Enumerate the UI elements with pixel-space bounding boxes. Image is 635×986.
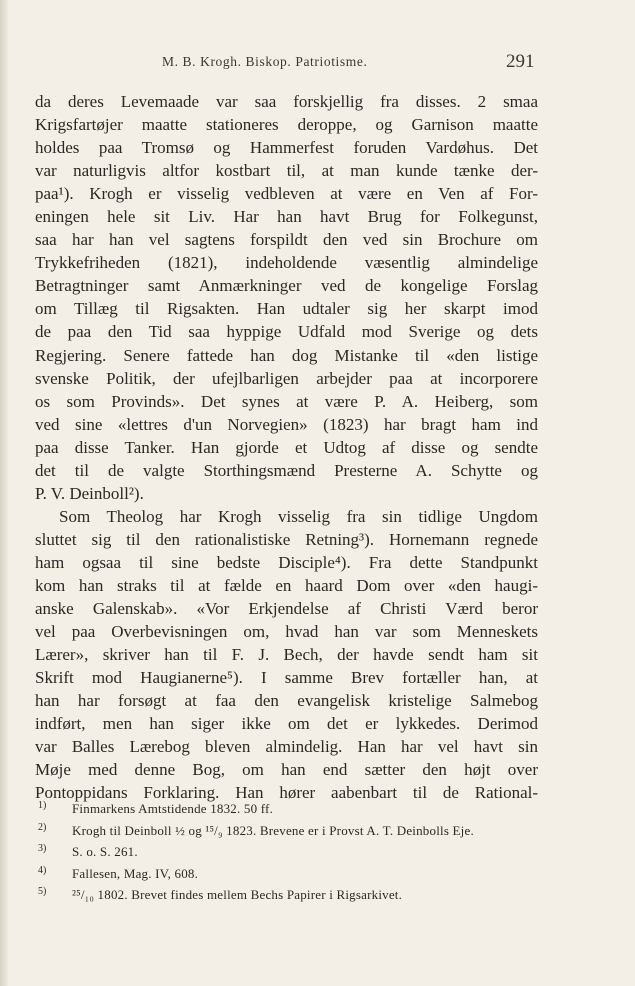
footnote (36, 820, 536, 842)
text-line: paa disse Tanker. Han gjorde et Udtog af disse og sendte (35, 437, 538, 457)
footnote-text: Finmarkens Amtstidende 1832. 50 ff. (72, 801, 274, 816)
footnote-mark: 2) (38, 821, 47, 833)
text-line: ved sine «lettres d'un Norvegien» (1823) har bragt ham ind (35, 414, 538, 434)
page-number: 291 (506, 51, 535, 72)
text-line: vel paa Overbevisningen om, hvad han var som Menneskets (35, 622, 538, 642)
footnote-mark: 4) (38, 864, 47, 876)
footnote-text: Fallesen, Mag. IV, 608. (72, 865, 199, 881)
text-line: Skrift mod Haugianerne⁵). I samme Brev fortæller han, at (35, 668, 538, 688)
footnote (36, 798, 536, 820)
text-line: Regjering. Senere fattede han dog Mistanke til «den listige (35, 345, 538, 365)
footnote-text: S. o. S. 261. (72, 844, 138, 859)
footnotes (36, 798, 536, 906)
text-line: svenske Politik, der ufejlbarligen arbejder paa at incorporere (35, 368, 538, 388)
text-line: eningen hele sit Liv. Har han havt Brug for Folkegunst, (35, 207, 538, 227)
text-line: P. V. Deinboll²). (35, 483, 144, 503)
text-line: holdes paa Tromsø og Hammerfest foruden Vardøhus. Det (35, 138, 538, 158)
text-line: det til de valgte Storthingsmænd Presterne A. Schytte og (35, 460, 538, 480)
text-line: Som Theolog har Krogh visselig fra sin tidlige Ungdom (59, 506, 538, 526)
text-line: indført, men han siger ikke om det er lykkedes. Derimod (35, 714, 538, 734)
footnote (36, 863, 536, 885)
text-line: Møje med denne Bog, om han end sætter den højt over (35, 760, 538, 780)
text-line: Trykkefriheden (1821), indeholdende væsentlig almindelige (35, 253, 538, 273)
page-header (0, 52, 635, 76)
text-line: ham ogsaa til sine bedste Disciple⁴). Fra dette Standpunkt (35, 552, 538, 572)
text-line: Pontoppidans Forklaring. Han hører aabenbart til de Rational- (35, 783, 538, 803)
footnote-mark: 5) (38, 886, 47, 897)
text-line: sluttet sig til den rationalistiske Retning³). Hornemann regnede (35, 529, 538, 549)
text-line: Betragtninger samt Anmærkninger ved de kongelige Forslag (35, 276, 538, 296)
footnote-text: ²⁵/₁₀ 1802. Brevet findes mellem Bechs Papirer i Rigsarkivet. (72, 887, 403, 902)
text-line: var naturligvis altfor kostbart til, at man kunde tænke der- (35, 161, 538, 181)
footnote-mark: 3) (38, 843, 47, 854)
text-line: da deres Levemaade var saa forskjellig fra disses. 2 smaa (35, 92, 538, 111)
text-line: Krigsfartøjer maatte stationeres deroppe, og Garnison maatte (35, 115, 538, 135)
body-text (35, 90, 538, 804)
footnote-mark: 1) (38, 800, 47, 811)
text-line: paa¹). Krogh er visselig vedbleven at være en Ven af For- (35, 184, 538, 204)
text-line: om Tillæg til Rigsakten. Han udtaler sig her skarpt imod (35, 299, 538, 319)
page-edge-shadow (0, 0, 8, 986)
footnote-text: Krogh til Deinboll ½ og ¹⁵/₉ 1823. Brevene er i Provst A. T. Deinbolls Eje. (72, 822, 474, 838)
text-line: var Balles Lærebog bleven almindelig. Han har vel havt sin (35, 737, 538, 757)
text-line: de paa den Tid saa hyppige Udfald mod Sverige og dets (35, 322, 538, 342)
text-line: Lærer», skriver han til F. J. Bech, der havde sendt ham sit (35, 645, 538, 665)
running-head: M. B. Krogh. Biskop. Patriotisme. (162, 54, 368, 69)
text-line: os som Provinds». Det synes at være P. A. Heiberg, som (35, 391, 538, 411)
footnote (36, 841, 536, 863)
text-line: han har forsøgt at faa den evangelisk kristelige Salmebog (35, 691, 538, 711)
text-line: kom han straks til at fælde en haard Dom over «den haugi- (35, 575, 538, 595)
footnote (36, 884, 536, 906)
text-line: saa har han vel sagtens forspildt den ved sin Brochure om (35, 230, 538, 250)
text-line: anske Galenskab». «Vor Erkjendelse af Christi Værd beror (35, 599, 538, 619)
